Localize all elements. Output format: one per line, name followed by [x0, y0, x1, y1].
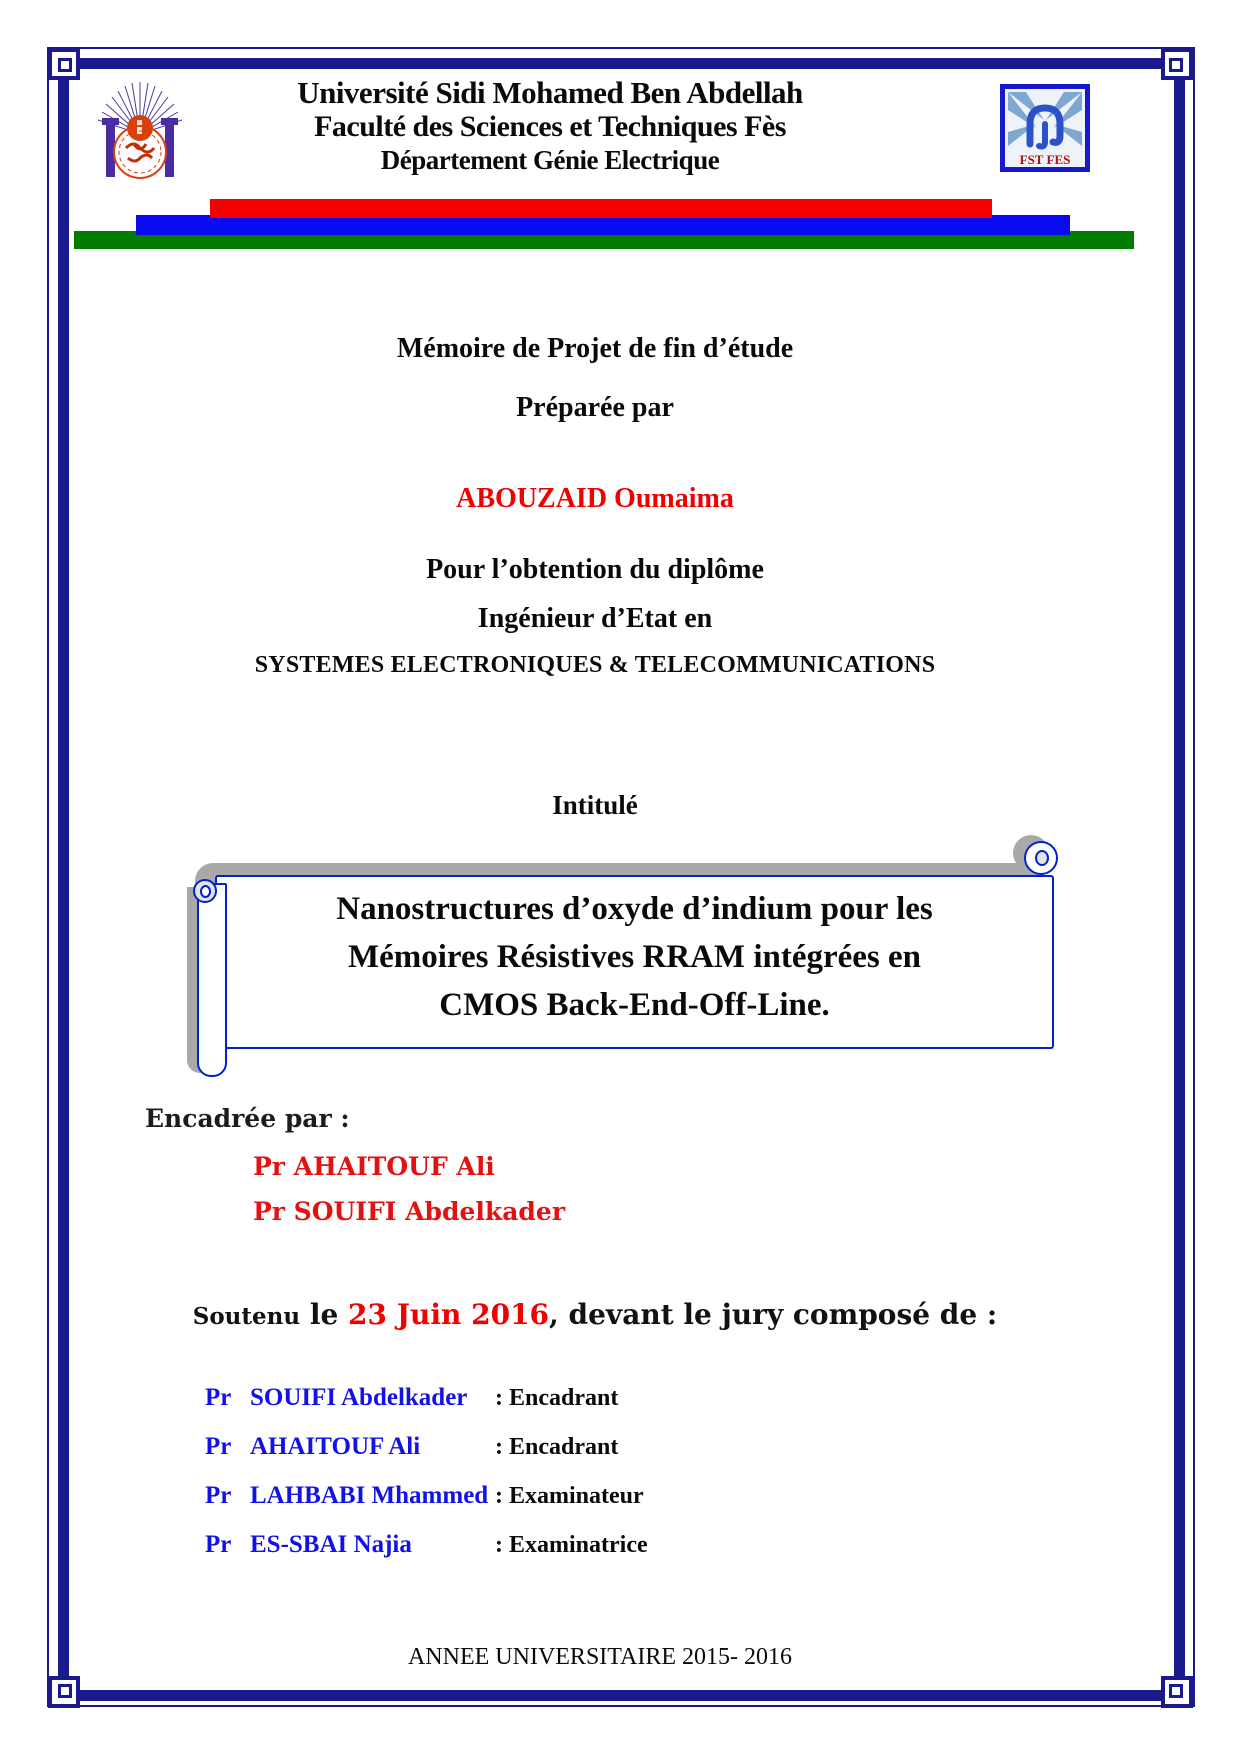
prepared-by-label: Préparée par	[516, 392, 674, 423]
corner-knot-mini-square	[58, 58, 72, 72]
jury-member-name: AHAITOUF Ali	[250, 1433, 421, 1460]
jury-member-name: LAHBABI Mhammed	[250, 1482, 489, 1509]
intitule-label: Intitulé	[552, 790, 638, 820]
fst-fes-caption: FST FES	[1019, 152, 1071, 167]
faculty-name: Faculté des Sciences et Techniques Fès	[314, 110, 786, 143]
defense-prefix: Soutenu	[192, 1303, 301, 1330]
jury-member-title: Pr	[205, 1384, 232, 1411]
scroll-left-curl-icon	[193, 879, 217, 903]
defense-date: 23 Juin 2016	[348, 1298, 550, 1331]
title-scroll-banner	[185, 843, 1060, 1088]
jury-row	[205, 1433, 648, 1482]
academic-year-footer: ANNEE UNIVERSITAIRE 2015- 2016	[407, 1644, 793, 1670]
jury-member-name: ES-SBAI Najia	[250, 1531, 412, 1558]
corner-knot-top-right	[1161, 48, 1193, 80]
supervised-by-label: Encadrée par :	[145, 1104, 350, 1133]
corner-knot-mini-square	[1169, 58, 1183, 72]
thesis-title-line1: Nanostructures d’oxyde d’indium pour les	[336, 891, 933, 927]
corner-knot-mini-square	[1169, 1684, 1183, 1698]
scroll-right-curl-center	[1035, 850, 1049, 866]
jury-member-role: : Encadrant	[495, 1434, 619, 1460]
supervisor-2: Pr SOUIFI Abdelkader	[253, 1197, 565, 1226]
diploma-purpose: Pour l’obtention du diplôme	[426, 554, 764, 585]
jury-row	[205, 1384, 648, 1433]
blue-bar	[136, 215, 1070, 235]
author-name: ABOUZAID Oumaima	[456, 483, 734, 514]
diploma-degree: Ingénieur d’Etat en	[477, 603, 713, 634]
jury-member-title: Pr	[205, 1531, 232, 1558]
corner-knot-bottom-right	[1161, 1676, 1193, 1708]
jury-member-role: : Examinateur	[495, 1483, 644, 1509]
memoire-heading: Mémoire de Projet de fin d’étude	[396, 333, 794, 364]
jury-row	[205, 1531, 648, 1580]
program-name: SYSTEMES ELECTRONIQUES & TELECOMMUNICATIONS	[254, 652, 936, 678]
supervisor-1: Pr AHAITOUF Ali	[253, 1152, 495, 1181]
thesis-title-line2: Mémoires Résistives RRAM intégrées en	[347, 939, 922, 975]
defense-le: le	[300, 1298, 349, 1331]
scroll-left-curl-center	[200, 885, 211, 898]
jury-member-name: SOUIFI Abdelkader	[250, 1384, 468, 1411]
jury-member-role: : Examinatrice	[495, 1532, 648, 1558]
jury-member-role: : Encadrant	[495, 1385, 619, 1411]
defense-line	[75, 1298, 1115, 1331]
thesis-title-line3: CMOS Back-End-Off-Line.	[439, 987, 830, 1023]
defense-suffix: , devant le jury composé de :	[549, 1298, 998, 1331]
jury-member-title: Pr	[205, 1482, 232, 1509]
university-name: Université Sidi Mohamed Ben Abdellah	[297, 75, 803, 110]
jury-member-title: Pr	[205, 1433, 232, 1460]
jury-row	[205, 1482, 648, 1531]
scroll-right-curl-icon	[1024, 841, 1058, 875]
red-bar	[210, 199, 992, 218]
thesis-title	[215, 885, 1054, 1029]
corner-knot-mini-square	[58, 1684, 72, 1698]
jury-list	[205, 1384, 648, 1580]
department-name: Département Génie Electrique	[380, 145, 720, 175]
